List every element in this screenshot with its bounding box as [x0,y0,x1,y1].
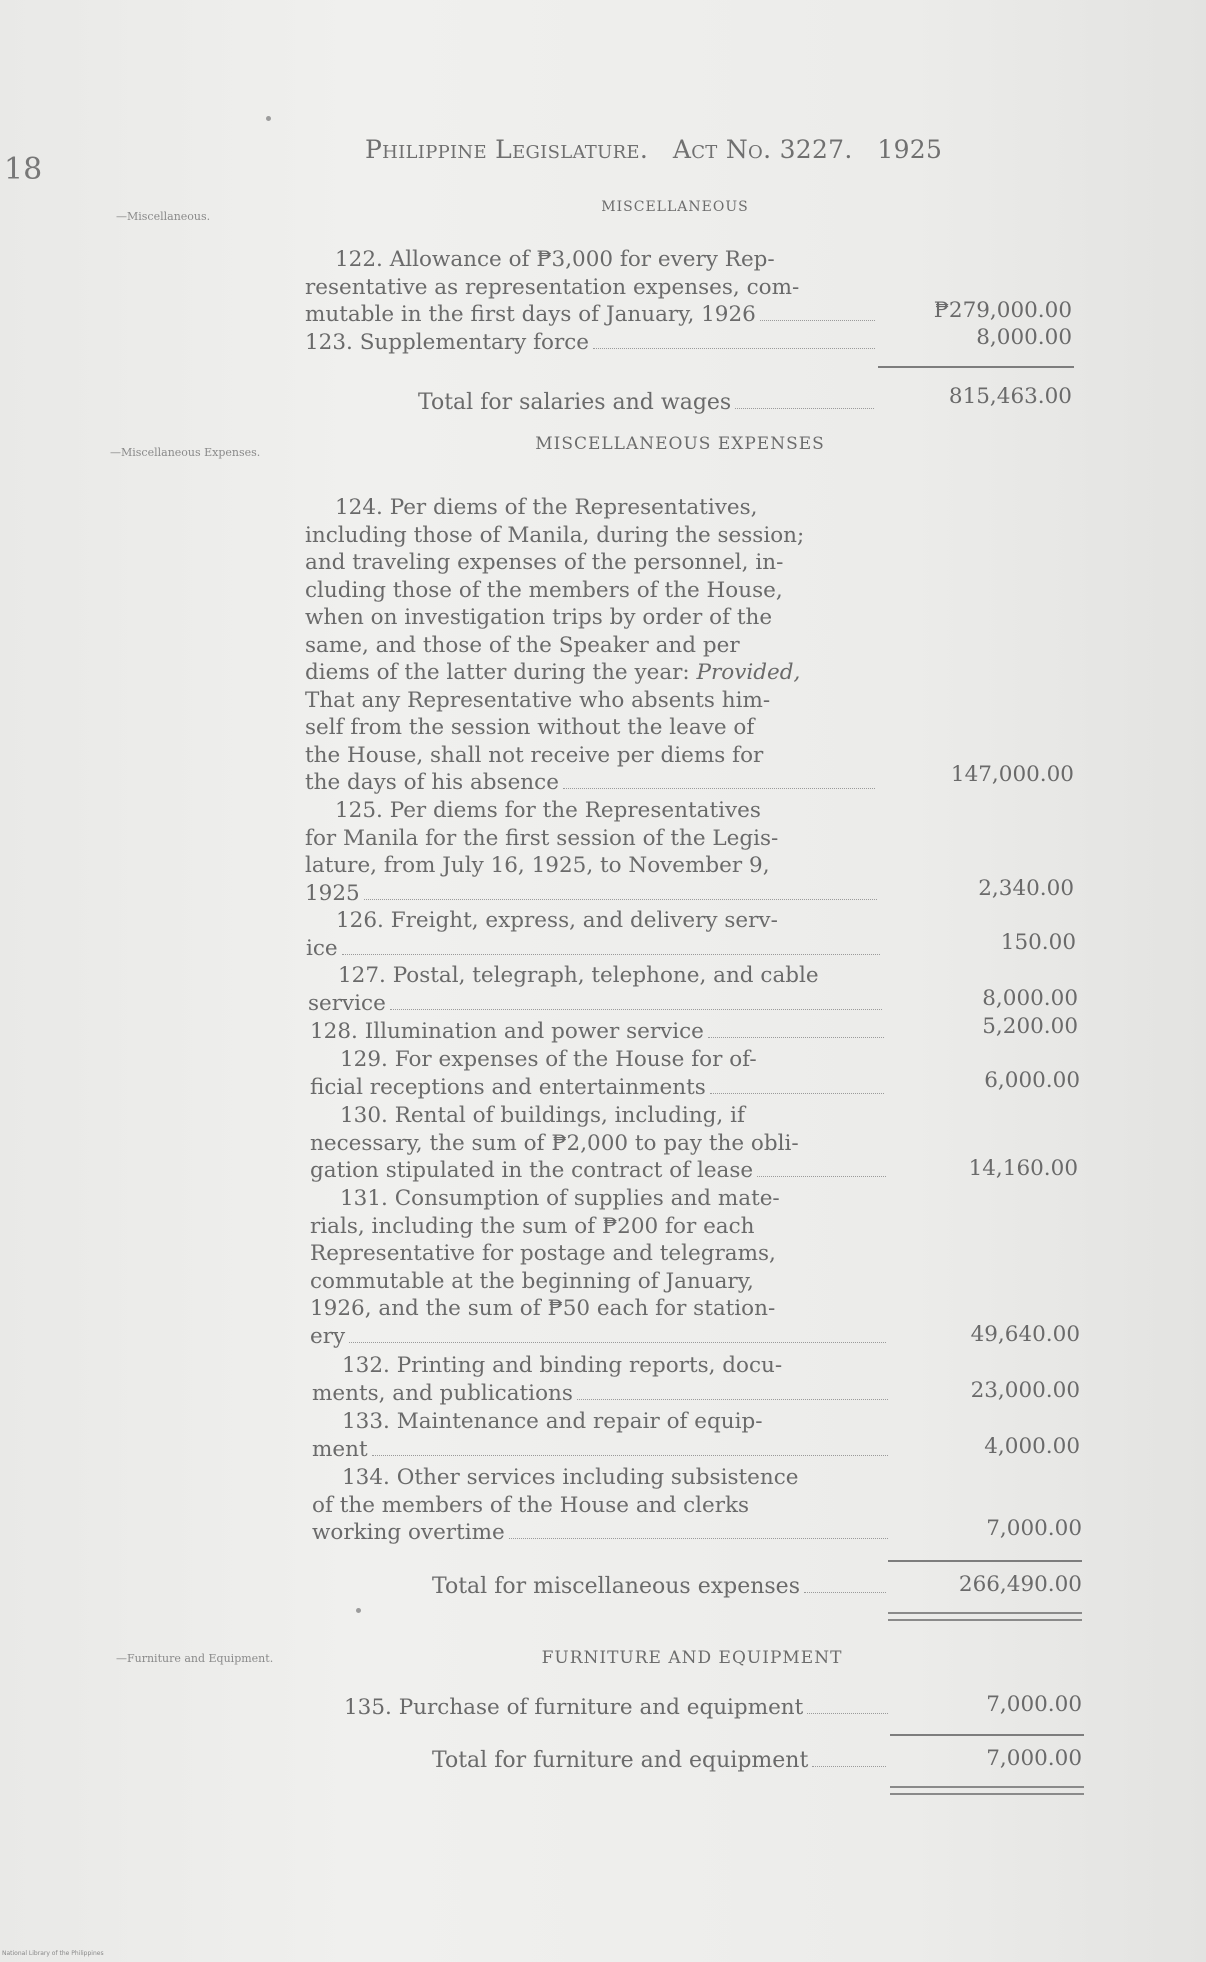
item-line [305,769,877,797]
item-line: for Manila for the first session of the Legis- [305,825,779,851]
amount-126: 150.00 [1000,930,1076,955]
item-line: the House, shall not receive per diems for [305,742,764,768]
item-line-text: service [308,990,386,1016]
amount-129: 6,000.00 [984,1068,1080,1093]
item-line-text: ice [306,935,338,961]
amount-134: 7,000.00 [986,1516,1082,1541]
item-line [306,935,882,963]
page-number: 18 [4,152,43,187]
item-line-text: ment [312,1436,368,1462]
item-135 [344,1694,890,1722]
total-furniture [432,1748,888,1773]
amount-133: 4,000.00 [984,1434,1080,1459]
item-line-text: 135. Purchase of furniture and equipment [344,1695,804,1720]
dot-leader [760,319,875,321]
item-line: 132. Printing and binding reports, docu- [342,1353,783,1378]
amount-127: 8,000.00 [982,986,1078,1011]
margin-note-misc-expenses: —Miscellaneous Expenses. [110,446,261,459]
item-127 [308,962,884,1017]
item-line-text: the days of his absence [305,770,559,795]
amount-132: 23,000.00 [970,1378,1080,1403]
dot-leader [342,953,880,955]
item-line: lature, from July 16, 1925, to November 9, [305,853,770,878]
item-line [310,1323,888,1351]
amount-125: 2,340.00 [978,876,1074,901]
margin-note-furniture: —Furniture and Equipment. [116,1652,274,1665]
item-line [308,990,884,1018]
amount-123: 8,000.00 [976,325,1072,350]
section-heading-misc: MISCELLANEOUS [601,199,749,215]
item-line-text: ficial receptions and entertainments [310,1074,706,1100]
section-heading-furniture: FURNITURE AND EQUIPMENT [541,1648,843,1668]
item-line: 134. Other services including subsistence [342,1465,799,1490]
total-double-rule [890,1786,1084,1795]
item-line: 133. Maintenance and repair of equip- [342,1409,763,1434]
total-furniture-label: Total for furniture and equipment [432,1748,809,1773]
paper-speck [356,1608,361,1613]
item-126 [306,907,882,962]
dot-leader [807,1712,888,1714]
item-line: 124. Per diems of the Representatives, [335,495,758,520]
total-misc-expenses-amount: 266,490.00 [958,1572,1082,1597]
dot-leader [708,1036,884,1038]
running-head [365,135,942,164]
item-line: and traveling expenses of the personnel, in- [305,550,784,575]
item-line [310,1074,886,1102]
dot-leader [349,1341,886,1343]
section-heading-misc-expenses: MISCELLANEOUS EXPENSES [535,434,825,454]
item-line: self from the session without the leave of [305,715,755,740]
item-130 [310,1102,888,1185]
item-132 [312,1352,890,1407]
amount-130: 14,160.00 [968,1156,1078,1181]
amount-135: 7,000.00 [986,1692,1082,1717]
item-line: 131. Consumption of supplies and mate- [340,1186,780,1211]
item-line: resentative as representation expenses, com- [305,274,800,300]
item-line [305,329,877,357]
item-line: of the members of the House and clerks [312,1492,750,1518]
item-line: 129. For expenses of the House for of- [340,1047,757,1072]
item-line: 127. Postal, telegraph, telephone, and cable [338,963,819,988]
item-line [344,1694,890,1722]
item-line: 125. Per diems for the Representatives [335,798,761,823]
amount-131: 49,640.00 [970,1322,1080,1347]
act-number: Act No. 3227. [672,135,853,164]
item-129 [310,1046,886,1101]
item-line: including those of Manila, during the session; [305,522,805,548]
subtotal-rule [890,1734,1084,1736]
item-line [305,301,877,329]
item-line [312,1436,890,1464]
total-furniture-amount: 7,000.00 [986,1746,1082,1771]
dot-leader [577,1398,888,1400]
paper-speck [266,116,271,121]
item-line: necessary, the sum of ₱2,000 to pay the obli- [310,1130,799,1156]
item-line: same, and those of the Speaker and per [305,632,740,658]
item-line: 122. Allowance of ₱3,000 for every Rep- [335,247,775,272]
item-line: commutable at the beginning of January, [310,1268,754,1294]
item-line-text: mutable in the first days of January, 1926 [305,302,756,327]
item-line [305,880,879,908]
item-line [310,1157,888,1185]
item-line: 126. Freight, express, and delivery serv- [336,908,778,933]
item-line-text: ments, and publications [312,1380,573,1406]
amount-124: 147,000.00 [950,762,1074,787]
dot-leader [757,1175,886,1177]
year: 1925 [877,135,943,164]
item-line-text: 128. Illumination and power service [310,1019,704,1044]
scan-footer: National Library of the Philippines [2,1950,104,1957]
dot-leader [364,898,877,900]
total-salaries-amount: 815,463.00 [948,384,1072,409]
dot-leader [390,1008,882,1010]
item-line: cluding those of the members of the House, [305,577,783,603]
item-line: rials, including the sum of ₱200 for each [310,1213,755,1239]
item-125 [305,797,879,907]
total-salaries [418,390,876,415]
subtotal-rule [878,366,1074,368]
provided-clause: Provided, [689,660,801,685]
amount-122: ₱279,000.00 [933,298,1072,323]
item-line: when on investigation trips by order of the [305,605,773,630]
item-line: 1926, and the sum of ₱50 each for station- [310,1296,776,1321]
total-salaries-label: Total for salaries and wages [418,390,732,415]
item-line-text: gation stipulated in the contract of lease [310,1158,754,1183]
subtotal-rule [888,1560,1082,1562]
item-line-text: 1925 [305,880,360,906]
item-line [312,1519,890,1547]
dot-leader [593,347,875,349]
item-131 [310,1185,888,1350]
item-line-text: working overtime [312,1520,505,1545]
item-line [310,1018,886,1046]
amount-128: 5,200.00 [982,1014,1078,1039]
item-128 [310,1018,886,1046]
dot-leader [710,1092,884,1094]
dot-leader [509,1537,888,1539]
item-line [312,1380,890,1408]
dot-leader [372,1454,888,1456]
total-misc-expenses-label: Total for miscellaneous expenses [432,1574,800,1599]
item-line-text: ery [310,1323,346,1349]
running-title: Philippine Legislature. [365,135,649,164]
item-line: 130. Rental of buildings, including, if [340,1103,745,1128]
item-122 [305,246,877,329]
item-line-text: 123. Supplementary force [305,330,590,355]
item-134 [312,1464,890,1547]
item-line: That any Representative who absents him- [305,687,771,713]
total-misc-expenses [432,1574,888,1599]
dot-leader [563,787,875,789]
item-133 [312,1408,890,1463]
margin-note-misc: —Miscellaneous. [116,210,211,223]
item-124 [305,494,877,797]
item-123 [305,329,877,357]
item-line: diems of the latter during the year: Provided, [305,660,801,685]
item-line: Representative for postage and telegrams, [310,1241,776,1266]
total-double-rule [888,1612,1082,1621]
